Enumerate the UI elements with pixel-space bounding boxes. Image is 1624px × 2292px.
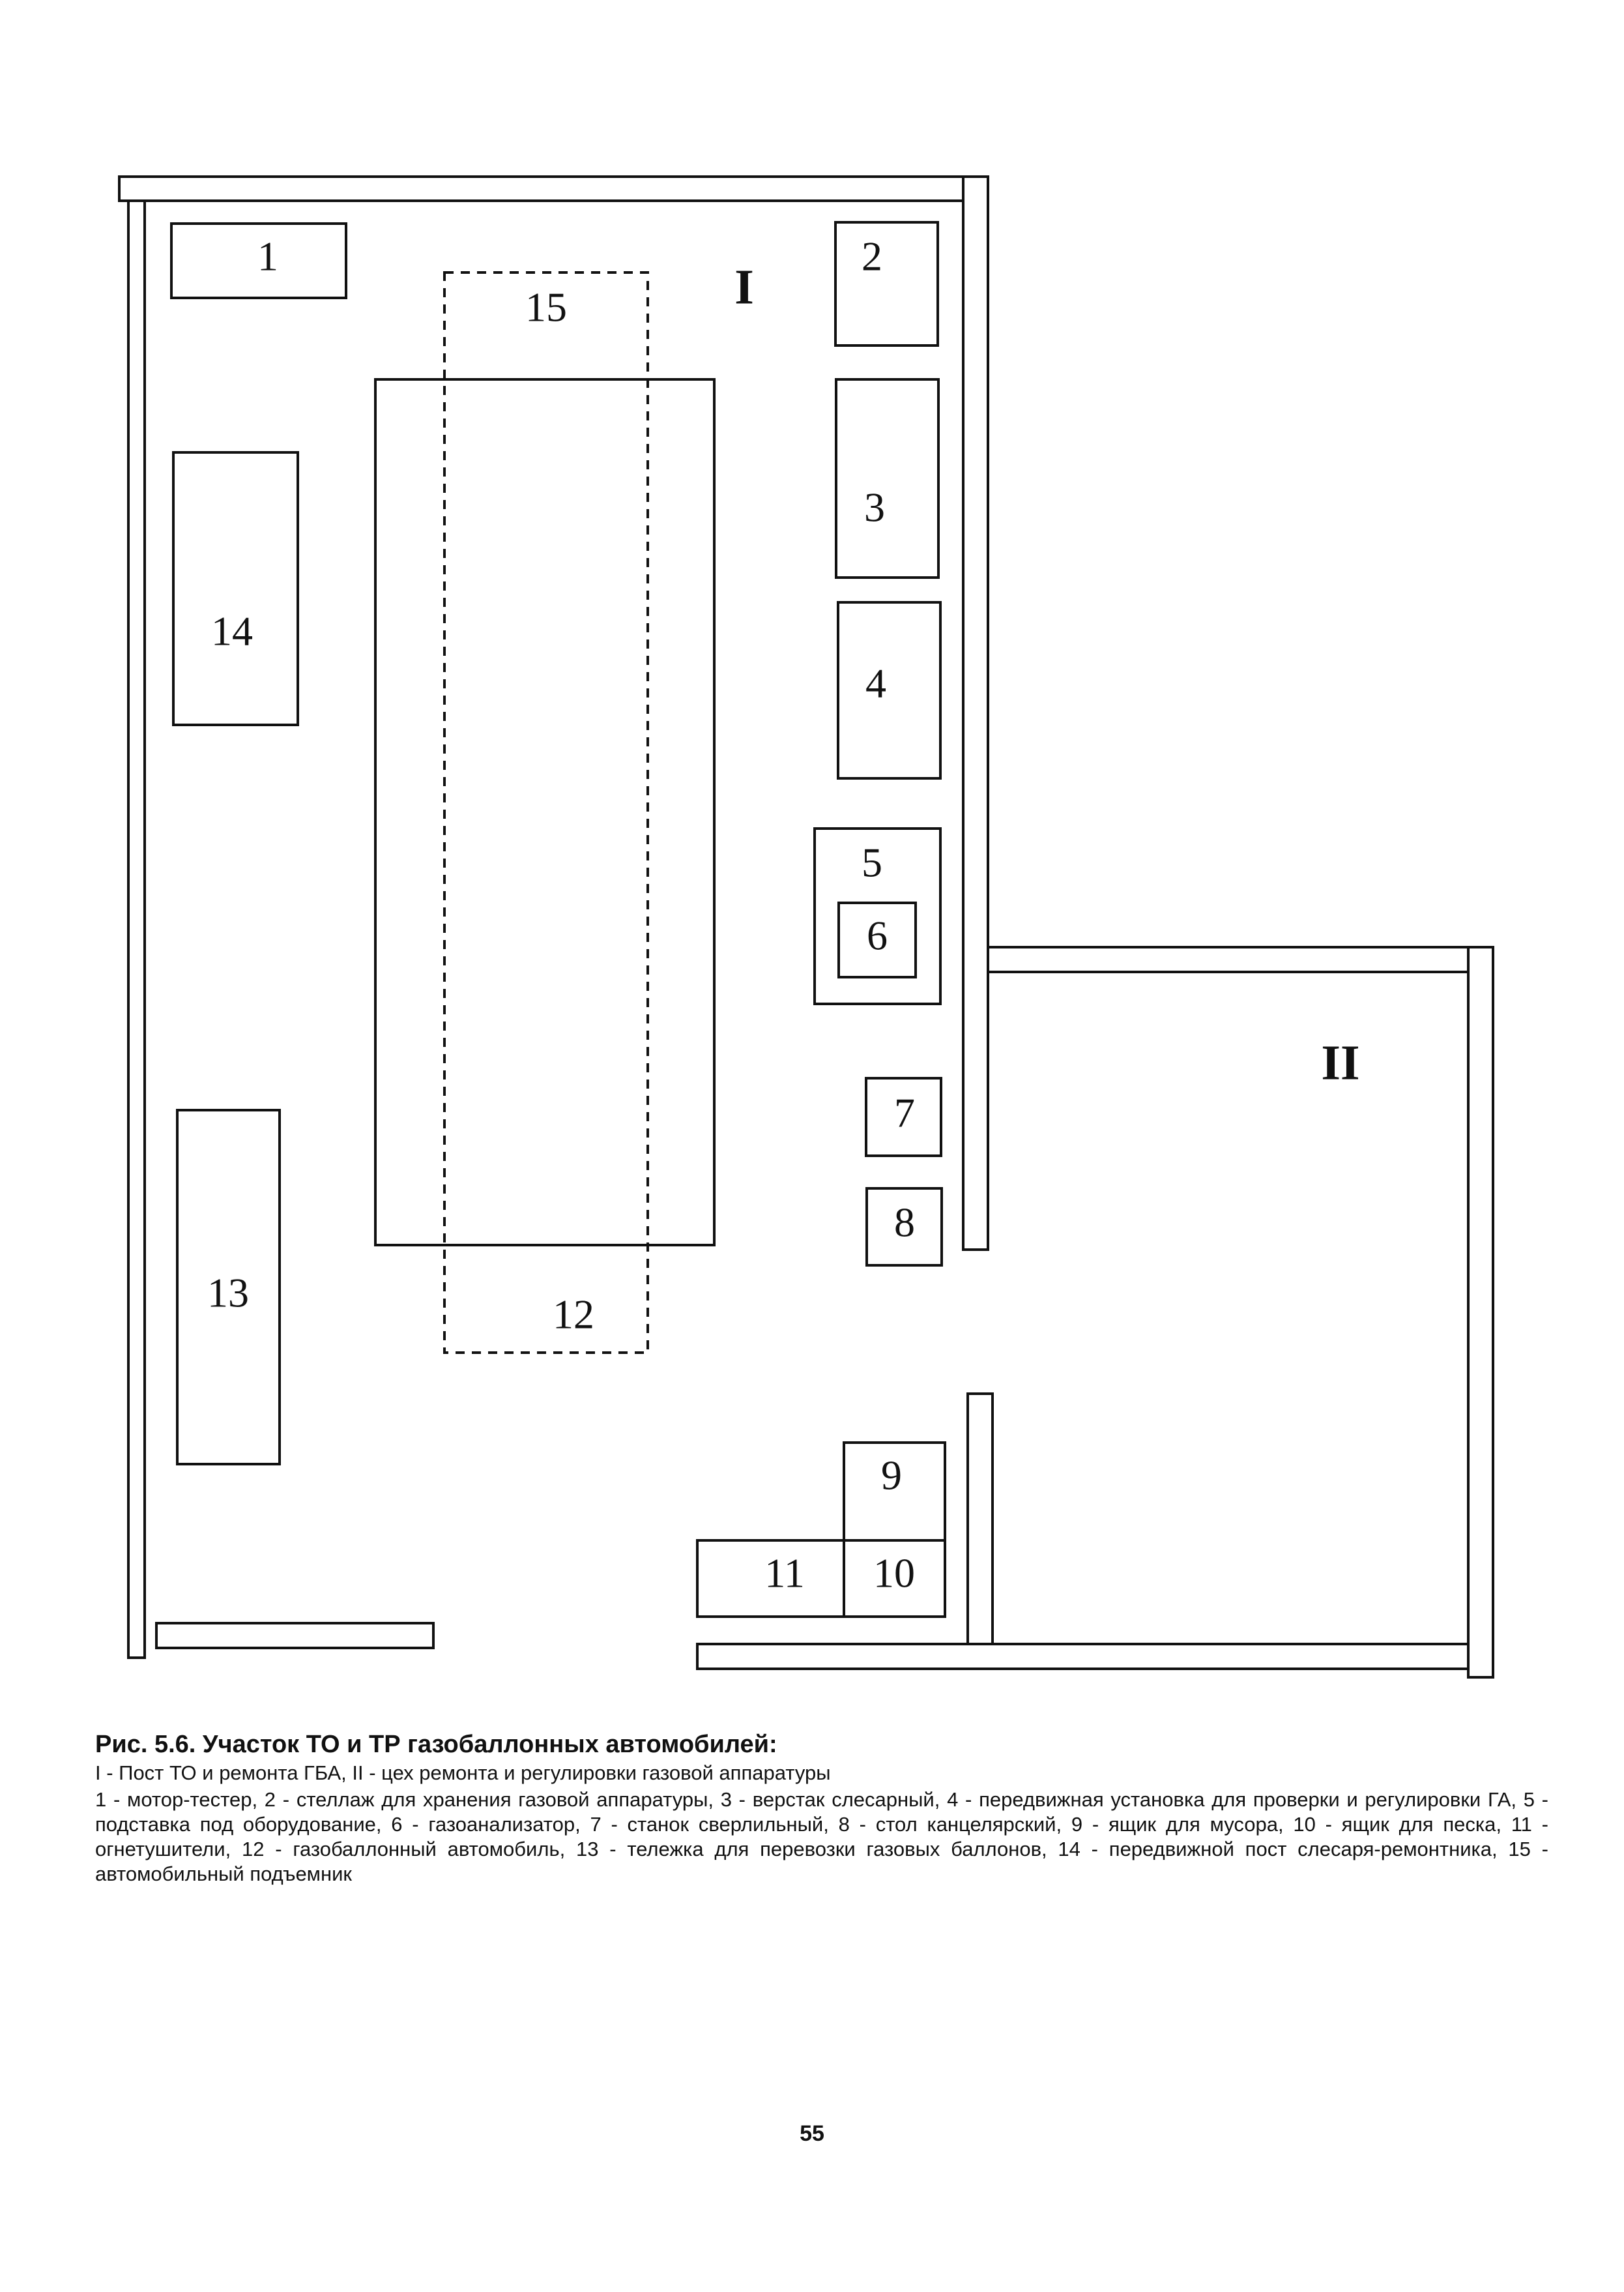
caption-title: Рис. 5.6. Участок ТО и ТР газобаллонных автомобилей: xyxy=(95,1731,777,1758)
zone-label-I: I xyxy=(734,259,754,315)
wall-room1-bottom-left xyxy=(156,1623,433,1648)
wall-room1-right xyxy=(963,177,988,1250)
wall-room2-bottom xyxy=(697,1644,1468,1669)
caption-legend: 1 - мотор-тестер, 2 - стеллаж для хранения газовой аппаратуры, 3 - верстак слесарный, 4 - передвижная установка для проверки и регулировки ГА, 5 - подставка под оборудование, 6 - газоанализатор, 7 - станок сверлильный, 8 - стол канцелярский, 9 - ящик для мусора, 10 - ящик для песка, 11 - огнетушители, 12 - газобаллонный автомобиль, 13 - тележка для перевозки газовых баллонов, 14 - передвижной пост слесаря-ремонтника, 15 - автомобильный подъемник xyxy=(95,1788,1548,1885)
page-number: 55 xyxy=(800,2121,824,2146)
item-2-label: 2 xyxy=(862,233,882,280)
wall-room1-left xyxy=(128,201,145,1658)
wall-room2-top xyxy=(988,947,1483,972)
item-15-label: 15 xyxy=(525,284,567,331)
item-10-label: 10 xyxy=(873,1550,915,1596)
item-5-label: 5 xyxy=(862,839,882,886)
item-2-box xyxy=(835,222,938,345)
wall-room2-right xyxy=(1468,947,1493,1677)
item-11-label: 11 xyxy=(764,1550,805,1596)
item-8-label: 8 xyxy=(894,1199,915,1246)
item-14-label: 14 xyxy=(211,608,253,654)
item-14-box xyxy=(173,452,298,725)
item-7-label: 7 xyxy=(894,1089,915,1136)
item-13-label: 13 xyxy=(207,1269,249,1316)
item-3-box xyxy=(836,379,938,578)
wall-room1-top xyxy=(119,177,963,201)
item-4-box xyxy=(838,602,940,778)
item-6-label: 6 xyxy=(867,912,888,959)
figure-caption xyxy=(95,1729,1548,1887)
zone-label-II: II xyxy=(1321,1035,1360,1091)
item-4-label: 4 xyxy=(865,660,886,707)
item-12-label: 12 xyxy=(553,1291,594,1338)
caption-subtitle: I - Пост ТО и ремонта ГБА, II - цех ремонта и регулировки газовой аппаратуры xyxy=(95,1761,831,1784)
item-9-label: 9 xyxy=(881,1452,902,1499)
item-1-label: 1 xyxy=(257,233,278,280)
item-12-car-outline xyxy=(375,379,714,1245)
wall-room2-partition xyxy=(968,1394,993,1644)
item-3-label: 3 xyxy=(864,484,885,531)
